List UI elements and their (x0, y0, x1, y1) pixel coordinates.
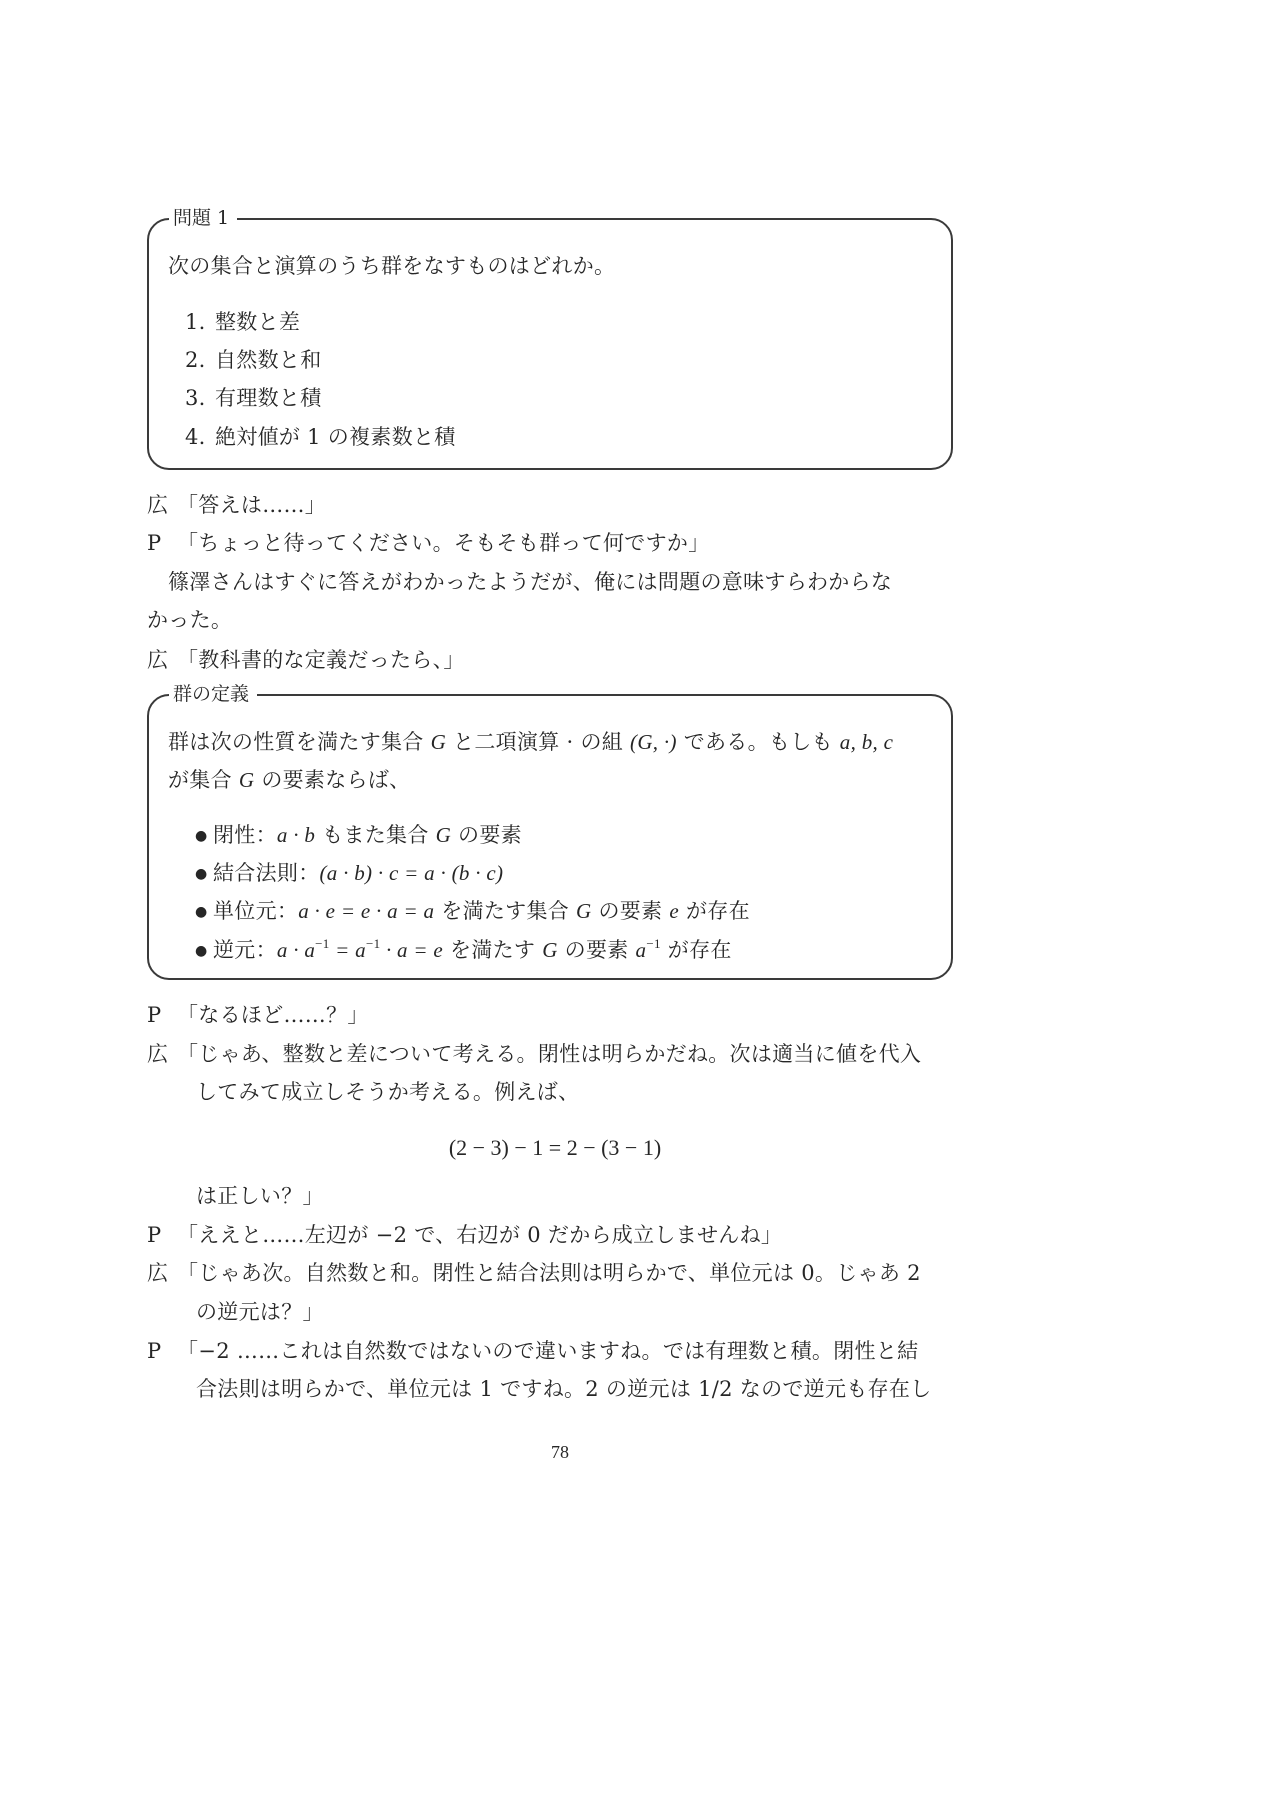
item-number: 4. (185, 425, 206, 449)
dialogue-continuation: は正しい？」 (196, 1184, 324, 1208)
dialogue-line (147, 491, 326, 519)
text: の要素 (451, 823, 522, 847)
item-number: 2. (185, 348, 206, 372)
speaker-label: 広 (147, 1261, 169, 1285)
math-var: G (430, 730, 447, 754)
problem-item-2 (185, 346, 322, 374)
math-vars: a, b, c (839, 730, 894, 754)
item-text: 有理数と積 (215, 386, 322, 410)
item-text: 絶対値が 1 の複素数と積 (215, 425, 456, 449)
dialogue-line (147, 1040, 921, 1068)
dialogue-line (147, 529, 710, 557)
dialogue-text: 「じゃあ次。自然数と和。閉性と結合法則は明らかで、単位元は 0。じゃあ 2 (177, 1261, 921, 1285)
text: を満たす (443, 938, 543, 962)
math-var: G (576, 899, 592, 923)
speaker-label: P (147, 1339, 162, 1363)
text: の要素 (591, 899, 670, 923)
bullet-icon: ● (195, 866, 208, 882)
narration-line-1: 篠澤さんはすぐに答えがわかったようだが、俺には問題の意味すらわからな (168, 570, 893, 594)
math-sup: −1 (315, 936, 330, 951)
text: を満たす集合 (434, 899, 577, 923)
speaker-label: 広 (147, 648, 169, 672)
dialogue-text: 「答えは……」 (177, 493, 327, 517)
speaker-label: 広 (147, 1042, 169, 1066)
dialogue-text: 「教科書的な定義だったら、」 (177, 648, 465, 672)
bullet-icon: ● (195, 943, 208, 959)
math-var: G (238, 768, 255, 792)
math-expr: (a · b) · c = a · (b · c) (319, 861, 504, 885)
dialogue-continuation: 合法則は明らかで、単位元は 1 ですね。2 の逆元は 1/2 なので逆元も存在し (196, 1377, 932, 1401)
item-text: 自然数と和 (215, 348, 322, 372)
math-expr: · a = e (380, 938, 444, 962)
property-label: 単位元： (213, 899, 299, 923)
text: の要素ならば、 (254, 768, 411, 792)
math-var: a (635, 938, 647, 962)
speaker-label: P (147, 531, 162, 555)
property-label: 閉性： (213, 823, 277, 847)
math-expr: a · a (276, 938, 316, 962)
problem-item-3 (185, 384, 322, 412)
dialogue-line (147, 1221, 782, 1249)
text: である。もしも (676, 730, 840, 754)
text: と二項演算 · の組 (446, 730, 631, 754)
narration-line-2: かった。 (147, 608, 233, 632)
dialogue-line (147, 646, 465, 674)
definition-intro-line-2 (168, 766, 410, 794)
property-inverse (195, 936, 732, 965)
speaker-label: P (147, 1223, 162, 1247)
item-text: 整数と差 (215, 310, 301, 334)
bullet-icon: ● (195, 904, 208, 920)
text: の要素 (557, 938, 636, 962)
item-number: 3. (185, 386, 206, 410)
dialogue-text: 「なるほど……？」 (177, 1003, 369, 1027)
dialogue-text: 「ちょっと待ってください。そもそも群って何ですか」 (177, 531, 710, 555)
property-closure (195, 821, 522, 850)
property-identity (195, 897, 750, 926)
problem-item-1 (185, 308, 300, 336)
dialogue-text: 「じゃあ、整数と差について考える。閉性は明らかだね。次は適当に値を代入 (177, 1042, 922, 1066)
display-equation: (2 − 3) − 1 = 2 − (3 − 1) (448, 1135, 662, 1160)
math-expr: = a (329, 938, 366, 962)
math-expr: a · b (276, 823, 316, 847)
problem-box-title: 問題 1 (169, 204, 237, 232)
dialogue-text: 「−2 ……これは自然数ではないので違いますね。では有理数と積。閉性と結 (177, 1339, 919, 1363)
math-var: G (435, 823, 452, 847)
problem-item-4 (185, 423, 456, 451)
text: が集合 (168, 768, 239, 792)
page-number: 78 (551, 1442, 569, 1462)
property-label: 逆元： (213, 938, 277, 962)
math-var: G (542, 938, 558, 962)
speaker-label: P (147, 1003, 162, 1027)
text: が存在 (660, 938, 732, 962)
definition-intro-line-1 (168, 728, 893, 756)
dialogue-text: 「ええと……左辺が −2 で、右辺が 0 だから成立しませんね」 (177, 1223, 783, 1247)
property-associativity (195, 859, 503, 888)
property-label: 結合法則： (213, 861, 320, 885)
math-var: e (669, 899, 679, 923)
item-number: 1. (185, 310, 206, 334)
definition-box-title: 群の定義 (169, 680, 257, 708)
text: もまた集合 (315, 823, 436, 847)
dialogue-continuation: の逆元は？」 (196, 1300, 324, 1324)
dialogue-line (147, 1337, 918, 1365)
math-sup: −1 (646, 936, 661, 951)
dialogue-continuation: してみて成立しそうか考える。例えば、 (196, 1080, 580, 1104)
bullet-icon: ● (195, 828, 208, 844)
speaker-label: 広 (147, 493, 169, 517)
math-sup: −1 (365, 936, 381, 951)
math-expr: a · e = e · a = a (298, 899, 435, 923)
text: 群は次の性質を満たす集合 (168, 730, 431, 754)
problem-question: 次の集合と演算のうち群をなすものはどれか。 (168, 254, 616, 278)
text: が存在 (679, 899, 750, 923)
dialogue-line (147, 1259, 921, 1287)
dialogue-line (147, 1001, 369, 1029)
math-pair: (G, ·) (630, 730, 677, 754)
